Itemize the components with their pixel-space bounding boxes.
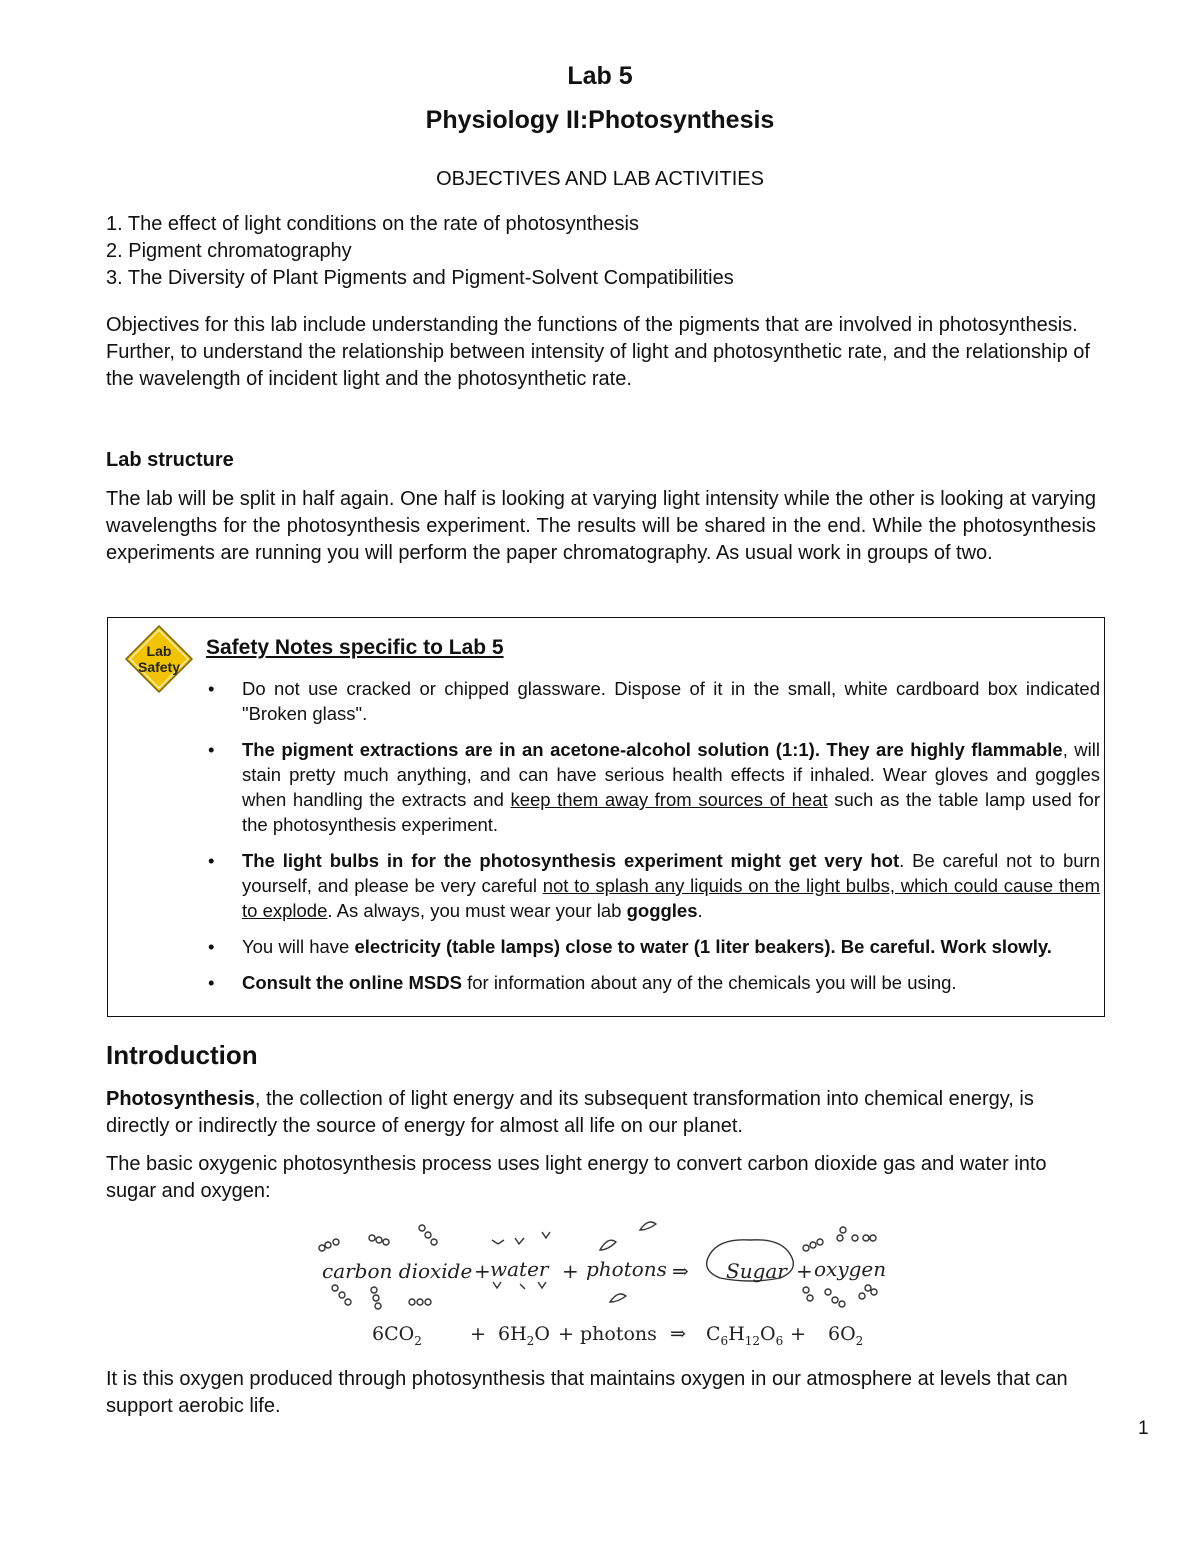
objectives-list	[106, 211, 1096, 292]
equation-word: +	[474, 1259, 491, 1283]
introduction-text: , the collection of light energy and its subsequent transformation into chemical energy, is directly or indirectly the source of energy for almost all life on our planet.	[106, 1088, 1034, 1137]
safety-list	[204, 676, 1100, 1006]
safety-item-underline: keep them away from sources of heat	[510, 789, 828, 810]
equation-word: +	[562, 1259, 579, 1283]
safety-icon-label-1: Lab	[146, 643, 172, 659]
introduction-paragraph-2: The basic oxygenic photosynthesis process uses light energy to convert carbon dioxide gas and water into sugar and oxygen:	[106, 1153, 1047, 1202]
formula-glucose: $C_6H_{12}O_6$	[706, 1323, 784, 1348]
bullet-icon: •	[208, 850, 215, 871]
safety-notes-box	[107, 617, 1105, 1017]
formula-co2: $6CO_2$	[372, 1323, 422, 1348]
safety-item-underline: not to splash any liquids on the light bulbs, which could cause them to explode	[242, 875, 1100, 921]
formula-arrow: ⇒	[670, 1323, 686, 1345]
safety-item-bold: Consult the online MSDS	[242, 972, 462, 993]
safety-item-text: . Be careful not to burn yourself, and please be very careful	[242, 850, 1101, 896]
safety-item-bold: . They are highly flammable	[814, 739, 1063, 760]
safety-item-text: for information about any of the chemicals you will be using.	[461, 972, 957, 993]
lab-title: Lab 5	[567, 62, 633, 90]
lab-safety-icon	[124, 624, 194, 694]
equation-word: +	[796, 1259, 813, 1283]
formula-plus: +	[790, 1323, 806, 1345]
equation-word: carbon dioxide	[322, 1259, 473, 1283]
bullet-icon: •	[208, 936, 215, 957]
safety-item-text: such as the table lamp used for the photosynthesis experiment.	[242, 789, 1101, 835]
lab-structure-paragraph: The lab will be split in half again. One half is looking at varying light intensity while the other is looking at varying wavelengths for the photosynthesis experiment. The results will be shared in the end. While the photosynthesis experiments are running you will perform the paper chromatography. As usual work in groups of two.	[106, 488, 1096, 564]
safety-item	[204, 970, 1100, 995]
formula-photons: photons	[580, 1323, 657, 1345]
bullet-icon: •	[208, 972, 215, 993]
formula-plus: +	[558, 1323, 574, 1345]
equation-word: Sugar	[726, 1259, 787, 1283]
equation-word: water	[490, 1257, 549, 1281]
safety-item-bold: The pigment extractions are in an acetone-alcohol solution (1:1)	[242, 739, 815, 760]
formula-plus: +	[470, 1323, 486, 1345]
safety-item-bold: goggles	[626, 900, 698, 921]
page-number: 1	[1138, 1418, 1149, 1439]
equation-word: ⇒	[672, 1259, 689, 1283]
formula-o2: $6O_2$	[828, 1323, 864, 1348]
safety-item-bold: electricity (table lamps) close to water (1 liter beakers). Be careful. Work slowly.	[354, 936, 1052, 957]
objectives-heading: OBJECTIVES AND LAB ACTIVITIES	[436, 168, 764, 190]
objective-item: 1. The effect of light conditions on the rate of photosynthesis	[106, 213, 639, 235]
objective-item: 2. Pigment chromatography	[106, 240, 352, 262]
bullet-icon: •	[208, 739, 215, 760]
objectives-paragraph: Objectives for this lab include understanding the functions of the pigments that are involved in photosynthesis. Further, to understand the relationship between intensity of light and photosynthetic rate, and the relationship of the wavelength of incident light and the photosynthetic rate.	[106, 314, 1090, 390]
safety-item-text: Do not use cracked or chipped glassware. Dispose of it in the small, white cardboard box indicated "Broken glass".	[242, 678, 1100, 724]
lab-subtitle: Physiology II:Photosynthesis	[425, 106, 775, 134]
safety-icon-label-2: Safety	[137, 659, 181, 675]
equation-word: photons	[586, 1257, 667, 1281]
introduction-paragraph-3: It is this oxygen produced through photosynthesis that maintains oxygen in our atmosphere at levels that can support aerobic life.	[106, 1368, 1068, 1417]
safety-item	[204, 848, 1100, 923]
lab-structure-heading: Lab structure	[106, 449, 234, 471]
safety-item-text: , will stain pretty much anything, and can have serious health effects if inhaled. Wear gloves and goggles when handling the extracts and	[242, 739, 1100, 810]
safety-item	[204, 676, 1100, 726]
safety-item-text: .	[697, 900, 703, 921]
photosynthesis-term: Photosynthesis	[106, 1088, 255, 1110]
safety-item-text: . As always, you must wear your lab	[327, 900, 627, 921]
objective-item: 3. The Diversity of Plant Pigments and Pigment-Solvent Compatibilities	[106, 267, 734, 289]
safety-item-text: You will have	[242, 936, 355, 957]
equation-word: oxygen	[814, 1257, 887, 1281]
introduction-paragraph-1	[106, 1086, 1096, 1140]
safety-title: Safety Notes specific to Lab 5	[206, 636, 504, 659]
photosynthesis-equation-figure	[310, 1220, 890, 1350]
formula-h2o: $6H_2O$	[498, 1323, 550, 1348]
safety-item-bold: The light bulbs in for the photosynthesis experiment might get very hot	[242, 850, 900, 871]
safety-item	[204, 737, 1100, 837]
introduction-heading: Introduction	[106, 1040, 258, 1070]
safety-item	[204, 934, 1100, 959]
bullet-icon: •	[208, 678, 215, 699]
